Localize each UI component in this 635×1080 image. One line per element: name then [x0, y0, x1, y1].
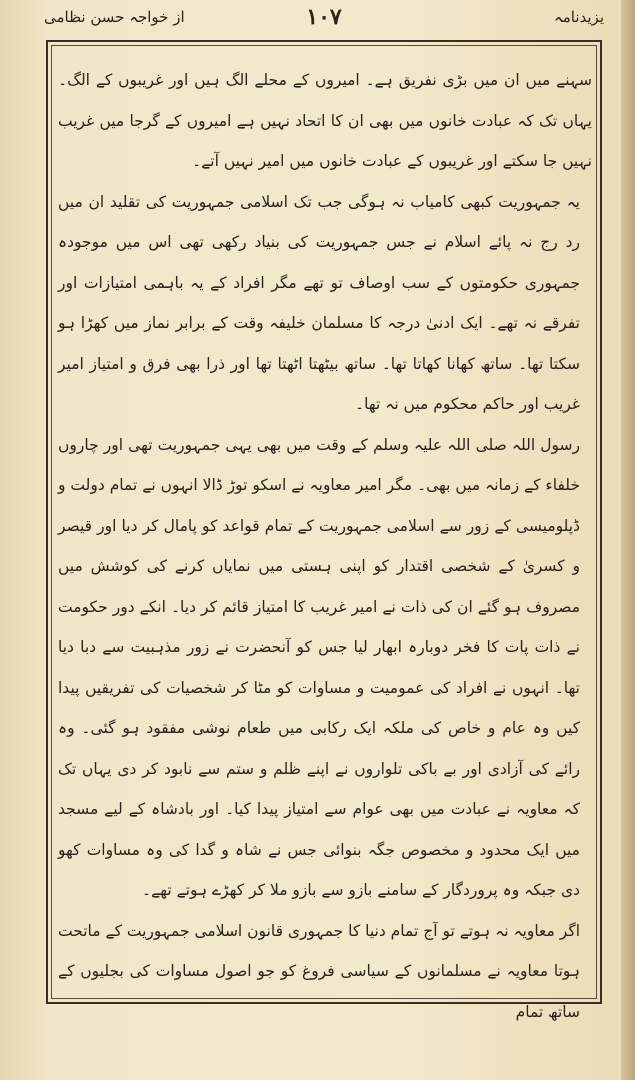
paragraph-1: سہنے میں ان میں بڑی نفریق ہے۔ امیروں کے محلے الگ ہیں اور غریبوں کے الگ۔ یہاں تک کہ عبادت خانوں میں بھی ان کا اتحاد نہیں ہے امیروں کے گرجا میں غریب نہیں جا سکتے اور غریبوں کے عبادت خانوں میں امیر نہیں آتے۔ — [58, 71, 592, 170]
paragraph-3: رسول اللہ صلی اللہ علیہ وسلم کے وقت میں بھی یہی جمہوریت تھی اور چاروں خلفاء کے زمانہ میں بھی۔ مگر امیر معاویہ نے اسکو توڑ ڈالا انہوں نے تمام دولت و ڈپلومیسی کے زور سے اسلامی جمہوریت کے تمام قواعد کو پامال کر دیا اور قیصر و کسریٰ کے شخصی اقتدار کو اپنی ہستی میں نمایاں کرنے کی کوشش میں مصروف ہو گئے ان کی ذات نے امیر غریب کا امتیاز قائم کر دیا۔ انکے دور حکومت نے ذات پات کا فخر دوبارہ ابھار لیا جس کو آنحضرت نے زور مذہبیت سے دبا دیا تھا۔ انہوں نے افراد کی عمومیت و مساوات کو مٹا کر شخصیات کی تفریقیں پیدا کیں وہ عام و خاص کی ملکہ ایک رکابی میں طعام نوشی مفقود ہو گئی۔ وہ رائے کی آزادی اور بے باکی تلواروں نے اپنے ظلم و ستم سے نابود کر دی یہاں تک کہ معاویہ نے عبادت میں بھی عوام سے امتیاز پیدا کیا۔ اور بادشاہ کے لیے مسجد میں ایک محدود و مخصوص جگہ بنوائی جس نے شاہ و گدا کی وہ مساوات کھو دی جبکہ وہ پروردگار کے سامنے بازو سے بازو ملا کر کھڑے ہوتے تھے۔ — [58, 435, 580, 899]
paragraph-2: یہ جمہوریت کبھی کامیاب نہ ہوگی جب تک اسلامی جمہوریت کی تقلید ان میں رد رج نہ پائے اسلام نے جس جمہوریت کی بنیاد رکھی تھی اس میں موجودہ جمہوری حکومتوں کے سب اوصاف تو تھے مگر افراد کے یہ باہمی امتیازات اور تفرقے نہ تھے۔ ایک ادنیٰ درجہ کا مسلمان خلیفہ وقت کے برابر نماز میں کھڑا ہو سکتا تھا۔ ساتھ کھانا کھاتا تھا۔ ساتھ بیٹھتا اٹھتا تھا اور ذرا بھی فرق و امتیاز امیر غریب اور حاکم محکوم میں نہ تھا۔ — [58, 192, 580, 413]
author-name: از خواجہ حسن نظامی — [44, 8, 185, 26]
page-header — [44, 4, 604, 34]
page-number: ۱۰۷ — [306, 4, 342, 30]
paragraph-4: اگر معاویہ نہ ہوتے تو آج تمام دنیا کا جمہوری قانون اسلامی جمہوریت کے ماتحت ہوتا معاویہ نے مسلمانوں کے سیاسی فروغ کو جو اصول مساوات کی بجلیوں کے ساتھ تمام — [58, 921, 580, 1021]
page-edge — [621, 0, 635, 1080]
body-text — [58, 60, 592, 1032]
book-title: یزیدنامہ — [553, 8, 604, 26]
